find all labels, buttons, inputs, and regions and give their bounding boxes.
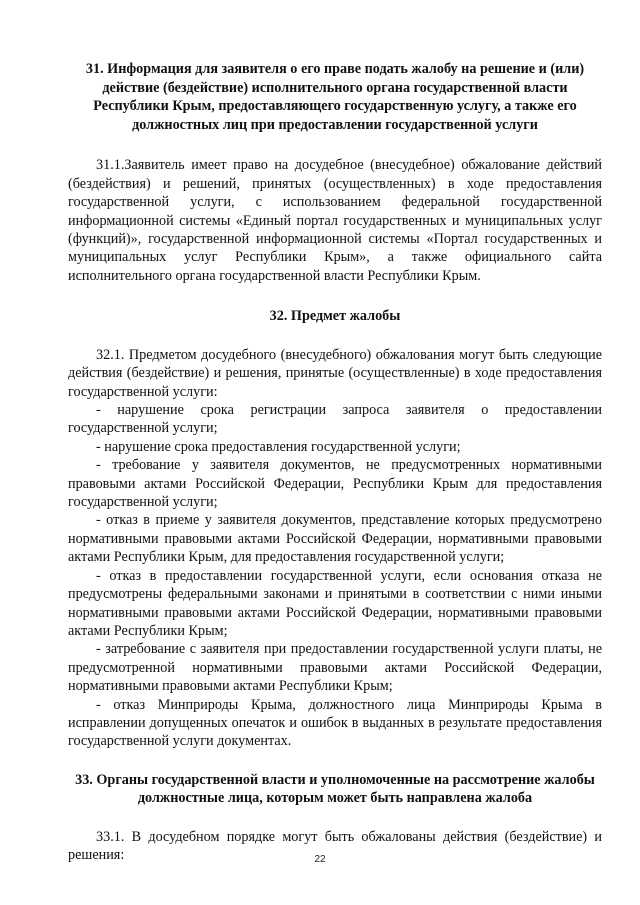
- section-33-paragraph: 33.1. В досудебном порядке могут быть обжалованы действия (бездействие) и решения:: [68, 828, 602, 864]
- page-number: 22: [314, 854, 326, 865]
- complaint-subject-item: - отказ в приеме у заявителя документов, представление которых предусмотрено нормативными правовыми актами Российской Федерации, нормативными правовыми актами Республики Крым, для предоставления государственной услуги;: [68, 512, 602, 566]
- complaint-subject-item: - отказ в предоставлении государственной услуги, если основания отказа не предусмотрены федеральными законами и принятыми в соответствии с ними иными нормативными правовыми актами Российской Федерации, нормативными правовыми актами Республики Крым;: [68, 567, 602, 639]
- complaint-subject-item: - отказ Минприроды Крыма, должностного лица Минприроды Крыма в исправлении допущенных опечаток и ошибок в выданных в результате предоставления государственной услуги документах.: [68, 696, 602, 750]
- section-32-body: [68, 346, 602, 751]
- section-32-intro: 32.1. Предметом досудебного (внесудебного) обжалования могут быть следующие действия (бездействие) и решения, принятые (осуществленные) в ходе предоставления государственной услуги:: [68, 346, 602, 400]
- section-33-title: 33. Органы государственной власти и уполномоченные на рассмотрение жалобы должностные лица, которым может быть направлена жалоба: [75, 771, 595, 807]
- complaint-subject-item: - затребование с заявителя при предоставлении государственной услуги платы, не предусмотренной нормативными правовыми актами Российской Федерации, нормативными правовыми актами Республики Крым;: [68, 641, 602, 695]
- complaint-subject-item: - требование у заявителя документов, не предусмотренных нормативными правовыми актами Российской Федерации, Республики Крым для предоставления государственной услуги;: [68, 457, 602, 511]
- section-31-paragraph: 31.1.Заявитель имеет право на досудебное (внесудебное) обжалование действий (бездействия) и решений, принятых (осуществленных) в ходе предоставления государственной услуги, с использованием федеральной государственной информационной системы «Единый портал государственных и муниципальных услуг (функций)», государственной информационной системы «Портал государственных и муниципальных услуг Республики Крым», а также официального сайта исполнительного органа государственной власти Республики Крым.: [68, 157, 602, 284]
- section-32-title: 32. Предмет жалобы: [269, 308, 401, 325]
- complaint-subject-item: - нарушение срока предоставления государственной услуги;: [96, 438, 461, 455]
- section-31-title: 31. Информация для заявителя о его праве подать жалобу на решение и (или) действие (бездействие) исполнительного органа государственной власти Республики Крым, предоставляющего государственную услугу, а также его должностных лиц при предоставлении государственной услуги: [85, 61, 585, 133]
- complaint-subject-item: - нарушение срока регистрации запроса заявителя о предоставлении государственной услуги;: [68, 402, 602, 437]
- document-page: [68, 60, 602, 865]
